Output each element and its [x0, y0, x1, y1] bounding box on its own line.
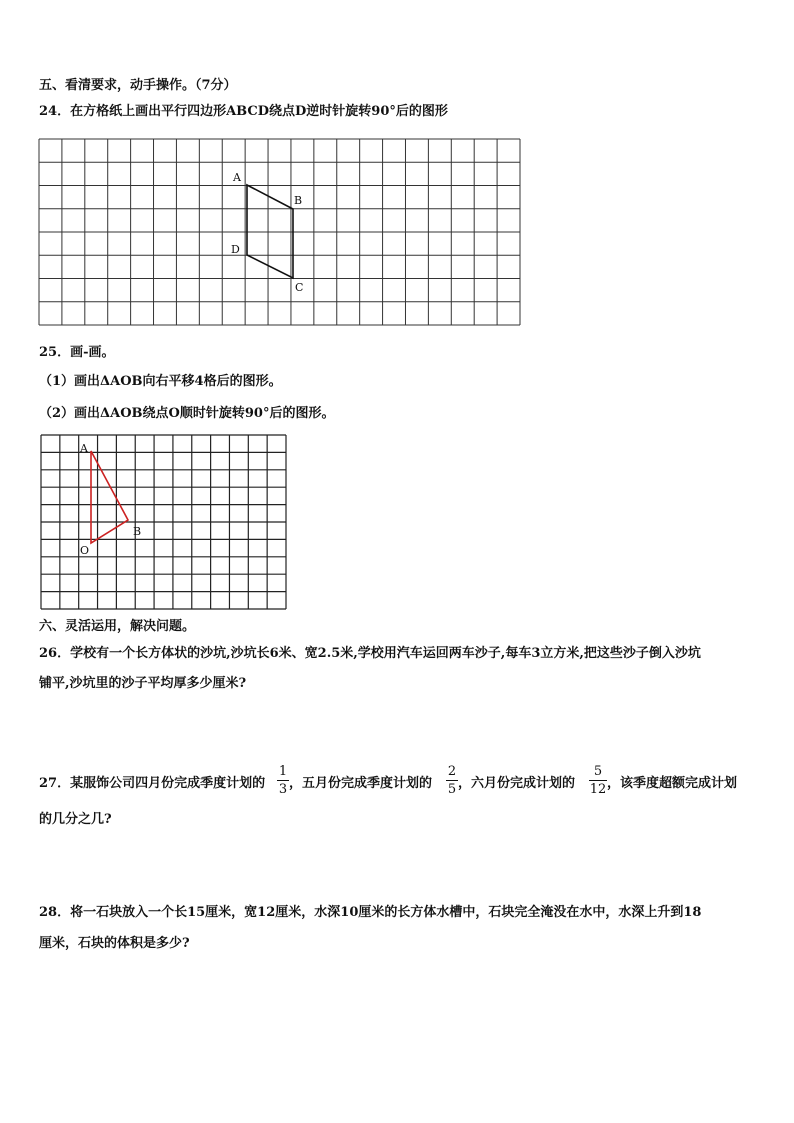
fraction-two-fifths	[446, 764, 458, 797]
question-26-line-2: 铺平,沙坑里的沙子平均厚多少厘米?	[39, 676, 247, 691]
point-o-label: O	[80, 544, 90, 557]
fraction-five-twelfths	[589, 764, 607, 797]
triangle-aob	[91, 451, 128, 543]
question-28-line-1: 28．将一石块放入一个长15厘米，宽12厘米，水深10厘米的长方体水槽中，石块完全淹没在水中，水深上升到18	[39, 905, 702, 920]
question-27-text-part-4: ，该季度超额完成计划	[607, 776, 738, 791]
question-25-part-1: （1）画出ΔAOB向右平移4格后的图形。	[39, 374, 282, 389]
point-b-label: B	[294, 194, 303, 207]
question-27-text-part-1: 27．某服饰公司四月份完成季度计划的	[39, 776, 266, 791]
fraction-numerator: 1	[278, 764, 288, 779]
fraction-bar	[277, 780, 289, 781]
question-28-line-2: 厘米，石块的体积是多少?	[39, 936, 190, 951]
question-24-text: 24．在方格纸上画出平行四边形ABCD绕点D逆时针旋转90°后的图形	[39, 104, 448, 119]
fraction-denominator: 12	[589, 782, 607, 797]
point-c-label: C	[295, 281, 304, 294]
section-five-heading: 五、看清要求，动手操作。（7分）	[39, 78, 237, 93]
fraction-one-third	[277, 764, 289, 797]
fraction-denominator: 3	[278, 782, 288, 797]
point-a-label: A	[80, 442, 88, 455]
section-six-heading: 六、灵活运用，解决问题。	[39, 619, 196, 634]
question-25-part-2: （2）画出ΔAOB绕点O顺时针旋转90°后的图形。	[39, 406, 335, 421]
question-27-line-2: 的几分之几?	[39, 812, 112, 827]
question-27-text-part-3: ，六月份完成计划的	[458, 776, 576, 791]
point-b-label: B	[133, 525, 142, 538]
grid-triangle-figure	[41, 435, 287, 611]
question-25-title: 25．画-画。	[39, 345, 115, 360]
grid-parallelogram-figure	[39, 139, 521, 327]
point-d-label: D	[231, 243, 240, 256]
grid-lines	[41, 435, 286, 609]
fraction-bar	[446, 780, 458, 781]
fraction-numerator: 2	[447, 764, 457, 779]
fraction-numerator: 5	[593, 764, 603, 779]
fraction-denominator: 5	[447, 782, 457, 797]
question-26-line-1: 26．学校有一个长方体状的沙坑,沙坑长6米、宽2.5米,学校用汽车运回两车沙子,每车3立方米,把这些沙子倒入沙坑	[39, 646, 701, 661]
question-27-text-part-2: ，五月份完成季度计划的	[289, 776, 433, 791]
fraction-bar	[589, 780, 607, 781]
point-a-label: A	[233, 171, 241, 184]
grid-lines	[39, 139, 520, 325]
